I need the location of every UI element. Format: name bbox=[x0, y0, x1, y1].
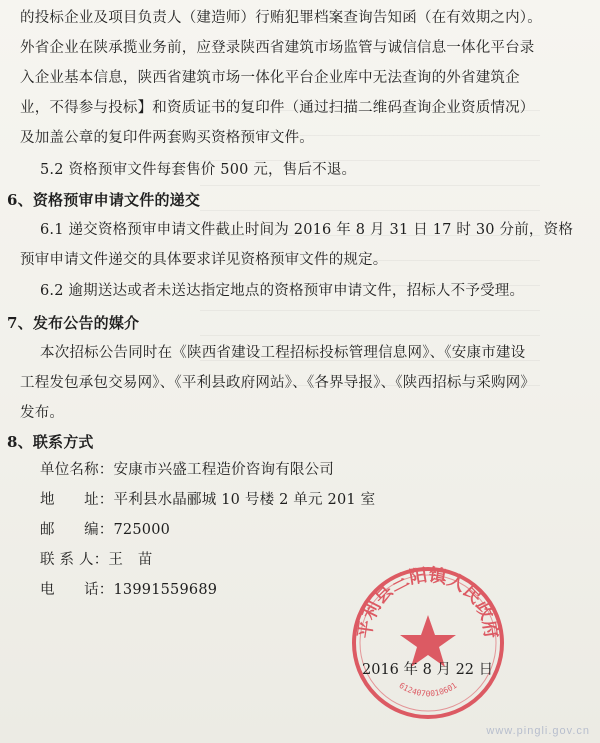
section-7-line: 工程发包承包交易网》、《平利县政府网站》、《各界导报》、《陕西招标与采购网》 bbox=[20, 375, 536, 391]
paragraph-line: 外省企业在陕承揽业务前，应登录陕西省建筑市场监管与诚信信息一体化平台录 bbox=[20, 40, 535, 56]
contact-label: 单位名称： bbox=[40, 462, 114, 478]
issue-date: 2016 年 8 月 22 日 bbox=[362, 662, 494, 678]
contact-row-unit bbox=[40, 460, 334, 480]
contact-row-address bbox=[40, 490, 375, 510]
section-7-line: 发布。 bbox=[20, 405, 65, 421]
clause-5-2: 5.2 资格预审文件每套售价 500 元，售后不退。 bbox=[40, 162, 357, 178]
contact-row-phone bbox=[40, 580, 217, 600]
paragraph-line: 的投标企业及项目负责人（建造师）行贿犯罪档案查询告知函（在有效期之内）。 bbox=[20, 10, 542, 26]
contact-value: 725000 bbox=[113, 522, 171, 538]
section-6-heading: 6、资格预审申请文件的递交 bbox=[7, 191, 201, 209]
seal-text: 平利县三阳镇人民政府 bbox=[354, 564, 502, 640]
contact-label: 联 系 人： bbox=[40, 552, 109, 568]
paragraph-line: 业，不得参与投标】和资质证书的复印件（通过扫描二维码查询企业资质情况） bbox=[20, 100, 535, 116]
contact-label: 地 址： bbox=[40, 492, 114, 508]
clause-6-2: 6.2 逾期送达或者未送达指定地点的资格预审申请文件，招标人不予受理。 bbox=[40, 283, 525, 299]
clause-6-1-line: 预审申请文件递交的具体要求详见资格预审文件的规定。 bbox=[20, 252, 388, 268]
contact-label: 邮 编： bbox=[40, 522, 114, 538]
contact-value: 安康市兴盛工程造价咨询有限公司 bbox=[113, 462, 334, 478]
seal-number: 6124070010601 bbox=[397, 680, 459, 699]
contact-value: 13991559689 bbox=[113, 582, 218, 598]
section-7-line: 本次招标公告同时在《陕西省建设工程招标投标管理信息网》、《安康市建设 bbox=[40, 345, 526, 361]
contact-label: 电 话： bbox=[40, 582, 114, 598]
contact-row-person bbox=[40, 550, 153, 570]
contact-value: 王 苗 bbox=[108, 552, 153, 568]
paragraph-line: 入企业基本信息，陕西省建筑市场一体化平台企业库中无法查询的外省建筑企 bbox=[20, 70, 520, 86]
official-seal-stamp bbox=[348, 563, 508, 723]
section-7-heading: 7、发布公告的媒介 bbox=[7, 314, 140, 332]
contact-value: 平利县水晶郦城 10 号楼 2 单元 201 室 bbox=[113, 492, 376, 508]
contact-row-postcode bbox=[40, 520, 170, 540]
clause-6-1-line: 6.1 递交资格预审申请文件截止时间为 2016 年 8 月 31 日 17 时 30 分前，资格 bbox=[40, 222, 574, 238]
section-8-heading: 8、联系方式 bbox=[7, 433, 94, 451]
paragraph-line: 及加盖公章的复印件两套购买资格预审文件。 bbox=[20, 130, 314, 146]
site-watermark: www.pingli.gov.cn bbox=[486, 725, 590, 737]
